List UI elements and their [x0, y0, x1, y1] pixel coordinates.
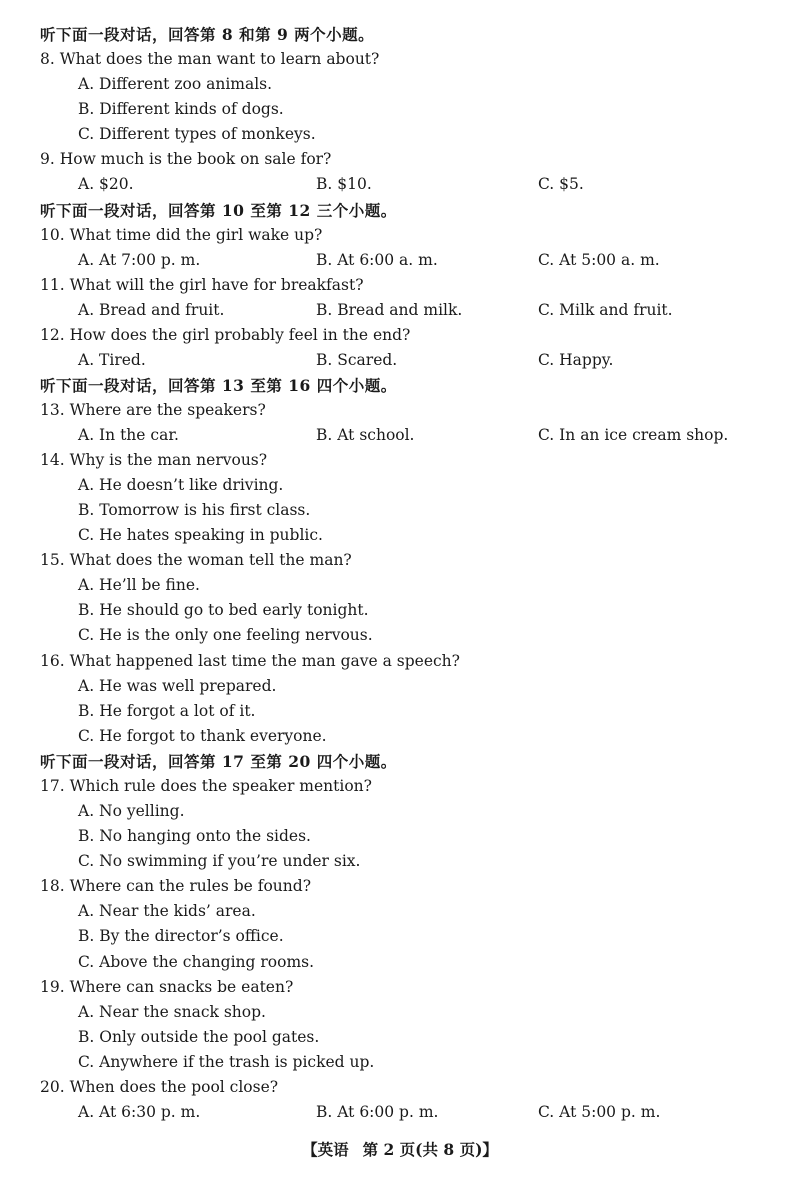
- option: B. $10.: [316, 175, 372, 193]
- option: A. At 7:00 p. m.: [78, 251, 201, 269]
- section-instruction: 听下面一段对话，回答第 10 至第 12 三个小题。: [40, 201, 397, 220]
- option: B. Tomorrow is his first class.: [78, 501, 311, 519]
- question-stem: 19. Where can snacks be eaten?: [40, 978, 294, 996]
- option: A. He’ll be fine.: [78, 576, 200, 594]
- question-stem: 18. Where can the rules be found?: [40, 877, 312, 895]
- option: A. Different zoo animals.: [78, 75, 273, 93]
- option: A. Bread and fruit.: [78, 301, 225, 319]
- page-footer: [0, 1138, 800, 1160]
- question-stem: 17. Which rule does the speaker mention?: [40, 777, 372, 795]
- option: A. Tired.: [78, 351, 146, 369]
- footer-subject: 英语: [317, 1140, 349, 1159]
- question-stem: 14. Why is the man nervous?: [40, 451, 268, 469]
- question-stem: 10. What time did the girl wake up?: [40, 226, 323, 244]
- option: B. At 6:00 p. m.: [316, 1103, 439, 1121]
- footer-page-info: 第 2 页(共 8 页): [362, 1140, 483, 1159]
- option: B. At 6:00 a. m.: [316, 251, 438, 269]
- option: A. No yelling.: [78, 802, 185, 820]
- question-stem: 8. What does the man want to learn about?: [40, 50, 380, 68]
- section-instruction: 听下面一段对话，回答第 8 和第 9 两个小题。: [40, 25, 375, 44]
- option: C. He forgot to thank everyone.: [78, 727, 327, 745]
- question-stem: 11. What will the girl have for breakfast?: [40, 276, 364, 294]
- option: C. $5.: [538, 175, 584, 193]
- option: B. Bread and milk.: [316, 301, 463, 319]
- option: C. Happy.: [538, 351, 614, 369]
- option: C. In an ice cream shop.: [538, 426, 729, 444]
- option: C. Above the changing rooms.: [78, 953, 315, 971]
- question-stem: 15. What does the woman tell the man?: [40, 551, 352, 569]
- option: B. He should go to bed early tonight.: [78, 601, 369, 619]
- question-stem: 9. How much is the book on sale for?: [40, 150, 332, 168]
- option: B. By the director’s office.: [78, 927, 284, 945]
- option: A. He was well prepared.: [78, 677, 277, 695]
- option: C. Milk and fruit.: [538, 301, 673, 319]
- footer-open-bracket: 【: [302, 1140, 318, 1159]
- option: A. In the car.: [78, 426, 179, 444]
- question-stem: 16. What happened last time the man gave a speech?: [40, 652, 460, 670]
- option: C. He is the only one feeling nervous.: [78, 626, 373, 644]
- question-stem: 12. How does the girl probably feel in the end?: [40, 326, 411, 344]
- section-instruction: 听下面一段对话，回答第 13 至第 16 四个小题。: [40, 376, 397, 395]
- footer-close-bracket: 】: [482, 1140, 498, 1159]
- option: C. He hates speaking in public.: [78, 526, 323, 544]
- option: A. Near the snack shop.: [78, 1003, 266, 1021]
- option: A. Near the kids’ area.: [78, 902, 256, 920]
- option: A. $20.: [78, 175, 134, 193]
- section-instruction: 听下面一段对话，回答第 17 至第 20 四个小题。: [40, 752, 397, 771]
- option: C. Different types of monkeys.: [78, 125, 316, 143]
- question-stem: 20. When does the pool close?: [40, 1078, 279, 1096]
- option: C. No swimming if you’re under six.: [78, 852, 361, 870]
- option: B. Scared.: [316, 351, 398, 369]
- option: C. Anywhere if the trash is picked up.: [78, 1053, 375, 1071]
- option: A. At 6:30 p. m.: [78, 1103, 201, 1121]
- option: B. Different kinds of dogs.: [78, 100, 284, 118]
- option: B. Only outside the pool gates.: [78, 1028, 320, 1046]
- question-stem: 13. Where are the speakers?: [40, 401, 266, 419]
- option: A. He doesn’t like driving.: [78, 476, 284, 494]
- option: C. At 5:00 p. m.: [538, 1103, 661, 1121]
- option: B. At school.: [316, 426, 415, 444]
- option: C. At 5:00 a. m.: [538, 251, 660, 269]
- option: B. He forgot a lot of it.: [78, 702, 256, 720]
- option: B. No hanging onto the sides.: [78, 827, 311, 845]
